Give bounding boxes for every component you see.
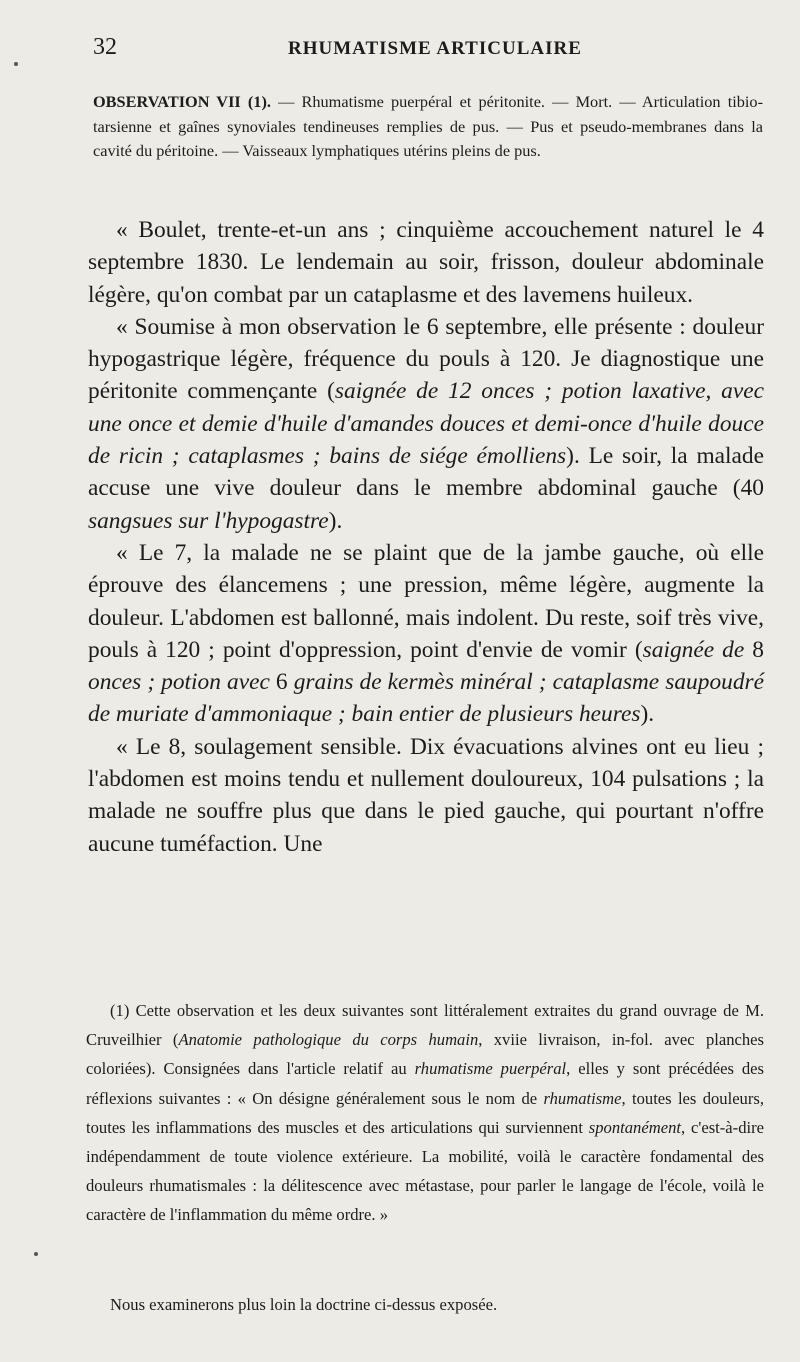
italic-text: rhumatisme xyxy=(543,1088,622,1108)
running-head: RHUMATISME ARTICULAIRE xyxy=(288,38,582,59)
paragraph xyxy=(88,537,764,731)
italic-text: onces ; potion avec xyxy=(88,669,270,696)
margin-dot xyxy=(34,1252,38,1256)
italic-text: rhumatisme puerpéral xyxy=(414,1059,567,1079)
footnote xyxy=(86,996,764,1230)
text-run: « Le 7, la malade ne se plaint que de la jambe gauche, où elle éprouve des élancemens ; une pression, même légère, augmente la douleur. L'abdomen est ballonné, mais indolent. Du reste, soif très vive, pouls à 120 ; point d'oppression, point d'envie de vomir ( xyxy=(88,539,764,663)
observation-title: OBSERVATION VII (1). xyxy=(93,92,271,111)
text-run: (1) Cette observation et les deux suivantes sont littéralement extraites du grand ouvrage de M. Cruveilhier ( xyxy=(86,1001,764,1050)
text-run: , c'est-à-dire indépendamment de toute violence extérieure. La mobilité, voilà le caractère fondamental des douleurs rhumatismales : la délitescence avec métastase, pour parler le langage de l'école, voilà le caractère de l'inflammation du même ordre. » xyxy=(86,1117,764,1225)
italic-text: spontanément xyxy=(588,1117,681,1137)
italic-text: Anatomie pathologique du corps humain xyxy=(178,1030,479,1050)
text-run: 6 xyxy=(269,669,294,696)
text-run: ). Le soir, la malade accuse une vive douleur dans le membre abdominal gauche (40 xyxy=(88,443,764,502)
text-run: ). xyxy=(640,701,655,728)
page-number: 32 xyxy=(93,34,117,60)
text-run: ). xyxy=(328,507,343,534)
observation-summary: — Rhumatisme puerpéral et péritonite. — Mort. — Articulation tibio-tarsienne et gaînes synoviales tendineuses remplies de pus. — Pus et pseudo-membranes dans la cavité du péritoine. — Vaisseaux lymphatiques utérins pleins de pus. xyxy=(93,92,763,160)
text-run: « Le 8, soulagement sensible. Dix évacuations alvines ont eu lieu ; l'abdomen est moins tendu et nullement douloureux, 104 pulsations ; la malade ne souffre plus que dans le pied gauche, qui pourtant n'offre aucune tuméfaction. Une xyxy=(88,733,764,857)
text-run: 8 xyxy=(744,636,764,663)
text-run: , toutes les douleurs, toutes les inflammations des muscles et des articulations qui surviennent xyxy=(86,1088,764,1137)
paragraph xyxy=(88,731,764,860)
paragraph xyxy=(88,311,764,537)
observation-heading xyxy=(93,90,763,164)
text-run: « Soumise à mon observation le 6 septembre, elle présente : douleur hypogastrique légère, fréquence du pouls à 120. Je diagnostique une péritonite commençante ( xyxy=(88,313,764,405)
italic-text: sangsues sur l'hypogastre xyxy=(88,507,329,534)
italic-text: saignée de 12 onces ; potion laxative, avec une once et demie d'huile d'amandes douces et demi-once d'huile douce de ricin ; cataplasmes ; bains de siége émolliens xyxy=(88,378,764,470)
italic-text: grains de kermès minéral ; cataplasme saupoudré de muriate d'ammoniaque ; bain entier de plusieurs heures xyxy=(88,669,765,728)
closing-line: Nous examinerons plus loin la doctrine ci-dessus exposée. xyxy=(110,1295,498,1314)
text-run: , elles y sont précédées des réflexions suivantes : « On désigne généralement sous le nom de xyxy=(86,1059,765,1108)
margin-dot xyxy=(14,62,18,66)
main-text xyxy=(88,214,764,860)
text-run: « Boulet, trente-et-un ans ; cinquième accouchement naturel le 4 septembre 1830. Le lendemain au soir, frisson, douleur abdominale légère, qu'on combat par un cataplasme et des lavemens huileux. xyxy=(88,217,764,308)
footnote-paragraph xyxy=(86,996,764,1230)
paragraph xyxy=(88,214,764,311)
italic-text: saignée de xyxy=(642,636,745,663)
text-run: , xviie livraison, in-fol. avec planches coloriées). Consignées dans l'article relatif au xyxy=(86,1030,765,1079)
page-header xyxy=(93,34,760,68)
